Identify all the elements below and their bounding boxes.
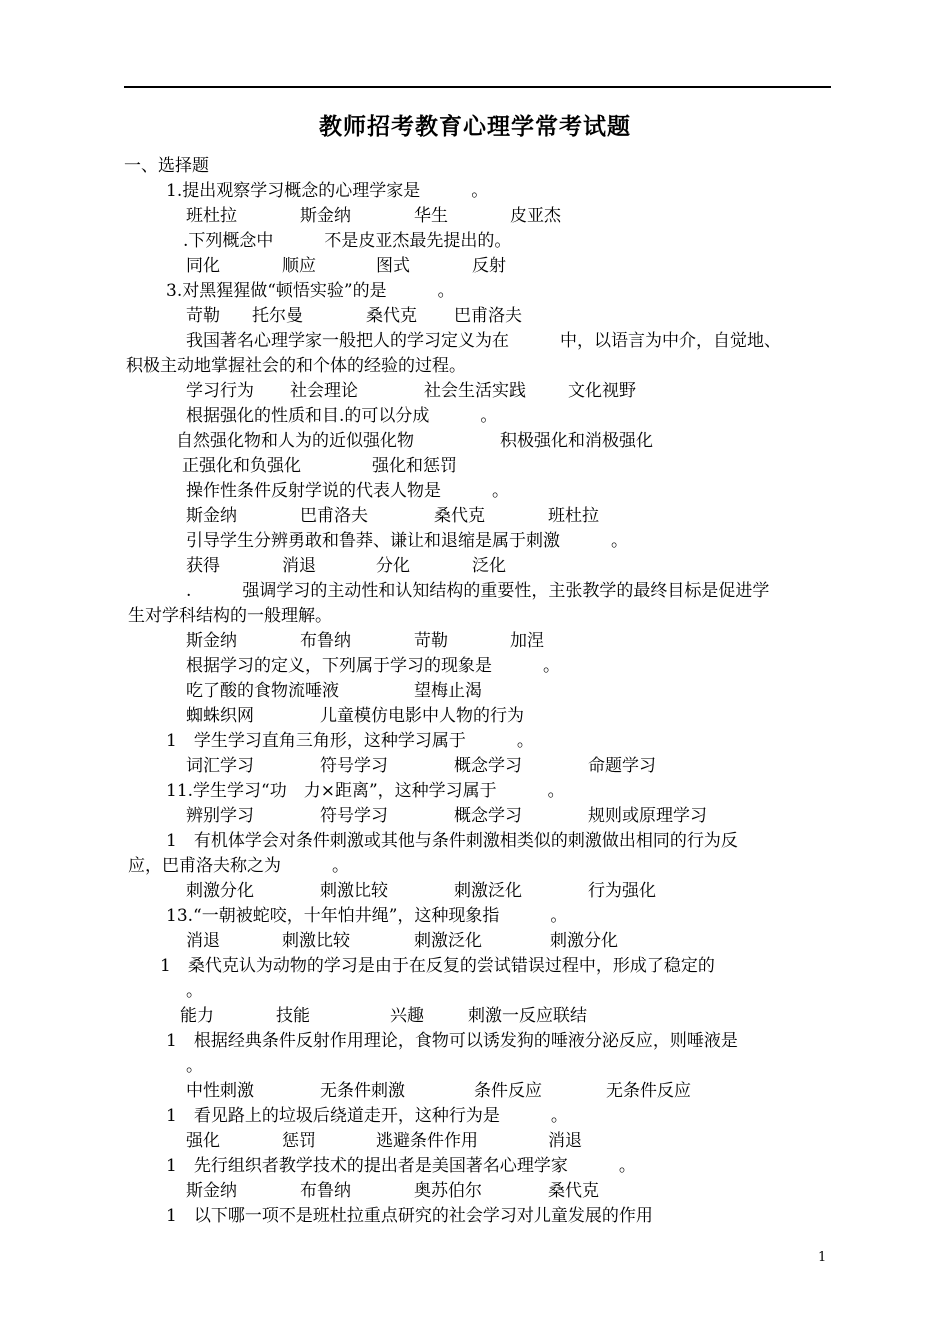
answer-option: 分化 — [376, 556, 410, 576]
answer-option: 自然强化物和人为的近似强化物 — [176, 431, 414, 451]
answer-option: 社会理论 — [290, 381, 358, 401]
answer-option: 蜘蛛织网 — [186, 706, 254, 726]
answer-option: 学习行为 — [186, 381, 254, 401]
answer-option: 望梅止渴 — [414, 681, 482, 701]
question-text: 生对学科结构的一般理解。 — [128, 606, 332, 626]
question-text: 根据学习的定义，下列属于学习的现象是 。 — [186, 656, 560, 676]
answer-option: 文化视野 — [568, 381, 636, 401]
answer-option: 强化 — [186, 1131, 220, 1151]
question-text: 1 根据经典条件反射作用理论，食物可以诱发狗的唾液分泌反应，则唾液是 — [166, 1031, 738, 1051]
question-text: . 强调学习的主动性和认知结构的重要性，主张教学的最终目标是促进学 — [186, 581, 770, 601]
question-text: 1.提出观察学习概念的心理学家是 。 — [166, 181, 489, 201]
header-rule — [124, 86, 831, 88]
answer-option: 获得 — [186, 556, 220, 576]
answer-option: 斯金纳 — [186, 506, 237, 526]
answer-option: 能力 — [180, 1006, 214, 1026]
question-text: 根据强化的性质和目.的可以分成 。 — [186, 406, 498, 426]
answer-option: 反射 — [472, 256, 506, 276]
answer-option: 技能 — [276, 1006, 310, 1026]
answer-option: 奥苏伯尔 — [414, 1181, 482, 1201]
answer-option: 刺激分化 — [550, 931, 618, 951]
question-text: 1 以下哪一项不是班杜拉重点研究的社会学习对儿童发展的作用 — [166, 1206, 653, 1226]
answer-option: 刺激比较 — [282, 931, 350, 951]
answer-option: 布鲁纳 — [300, 631, 351, 651]
answer-option: 苛勒 — [186, 306, 220, 326]
question-text: 1 看见路上的垃圾后绕道走开，这种行为是 。 — [166, 1106, 568, 1126]
answer-option: 巴甫洛夫 — [300, 506, 368, 526]
answer-option: 刺激比较 — [320, 881, 388, 901]
question-text: 我国著名心理学家一般把人的学习定义为在 中，以语言为中介，自觉地、 — [186, 331, 781, 351]
question-text: 操作性条件反射学说的代表人物是 。 — [186, 481, 509, 501]
answer-option: 社会生活实践 — [424, 381, 526, 401]
answer-option: 班杜拉 — [186, 206, 237, 226]
header-rule-end — [829, 86, 831, 88]
answer-option: 符号学习 — [320, 756, 388, 776]
question-text: 。 — [186, 981, 203, 1001]
answer-option: 逃避条件作用 — [376, 1131, 478, 1151]
question-text: 13.“一朝被蛇咬，十年怕井绳”，这种现象指 。 — [166, 906, 568, 926]
question-text: 1 桑代克认为动物的学习是由于在反复的尝试错误过程中，形成了稳定的 — [160, 956, 715, 976]
answer-option: 斯金纳 — [186, 631, 237, 651]
question-text: 1 学生学习直角三角形，这种学习属于 。 — [166, 731, 534, 751]
answer-option: 消退 — [282, 556, 316, 576]
question-text: .下列概念中 不是皮亚杰最先提出的。 — [183, 231, 512, 251]
answer-option: 吃了酸的食物流唾液 — [186, 681, 339, 701]
question-text: 1 有机体学会对条件刺激或其他与条件刺激相类似的刺激做出相同的行为反 — [166, 831, 738, 851]
answer-option: 积极强化和消极强化 — [500, 431, 653, 451]
question-text: 3.对黑猩猩做“顿悟实验”的是 。 — [166, 281, 455, 301]
answer-option: 布鲁纳 — [300, 1181, 351, 1201]
question-text: 积极主动地掌握社会的和个体的经验的过程。 — [126, 356, 466, 376]
answer-option: 命题学习 — [588, 756, 656, 776]
question-text: 一、选择题 — [124, 156, 209, 176]
question-text: 应，巴甫洛夫称之为 。 — [128, 856, 349, 876]
answer-option: 正强化和负强化 — [182, 456, 301, 476]
question-text: 。 — [186, 1056, 203, 1076]
answer-option: 符号学习 — [320, 806, 388, 826]
answer-option: 班杜拉 — [548, 506, 599, 526]
answer-option: 规则或原理学习 — [588, 806, 707, 826]
answer-option: 桑代克 — [434, 506, 485, 526]
answer-option: 桑代克 — [366, 306, 417, 326]
answer-option: 顺应 — [282, 256, 316, 276]
answer-option: 刺激一反应联结 — [468, 1006, 587, 1026]
question-text: 11.学生学习“功 力×距离”，这种学习属于 。 — [166, 781, 565, 801]
answer-option: 泛化 — [472, 556, 506, 576]
question-text: 1 先行组织者教学技术的提出者是美国著名心理学家 。 — [166, 1156, 636, 1176]
answer-option: 刺激泛化 — [414, 931, 482, 951]
answer-option: 巴甫洛夫 — [454, 306, 522, 326]
answer-option: 刺激分化 — [186, 881, 254, 901]
answer-option: 兴趣 — [390, 1006, 424, 1026]
page-number: 1 — [818, 1250, 827, 1265]
answer-option: 桑代克 — [548, 1181, 599, 1201]
document-title: 教师招考教育心理学常考试题 — [319, 114, 631, 140]
answer-option: 加涅 — [510, 631, 544, 651]
answer-option: 斯金纳 — [300, 206, 351, 226]
answer-option: 华生 — [414, 206, 448, 226]
answer-option: 强化和惩罚 — [372, 456, 457, 476]
answer-option: 苛勒 — [414, 631, 448, 651]
answer-option: 无条件刺激 — [320, 1081, 405, 1101]
answer-option: 惩罚 — [282, 1131, 316, 1151]
answer-option: 同化 — [186, 256, 220, 276]
answer-option: 无条件反应 — [606, 1081, 691, 1101]
answer-option: 中性刺激 — [186, 1081, 254, 1101]
answer-option: 概念学习 — [454, 806, 522, 826]
answer-option: 条件反应 — [474, 1081, 542, 1101]
answer-option: 词汇学习 — [186, 756, 254, 776]
answer-option: 概念学习 — [454, 756, 522, 776]
answer-option: 行为强化 — [588, 881, 656, 901]
answer-option: 刺激泛化 — [454, 881, 522, 901]
answer-option: 消退 — [186, 931, 220, 951]
answer-option: 图式 — [376, 256, 410, 276]
answer-option: 托尔曼 — [252, 306, 303, 326]
answer-option: 消退 — [548, 1131, 582, 1151]
answer-option: 辨别学习 — [186, 806, 254, 826]
answer-option: 斯金纳 — [186, 1181, 237, 1201]
answer-option: 皮亚杰 — [510, 206, 561, 226]
answer-option: 儿童模仿电影中人物的行为 — [320, 706, 524, 726]
question-text: 引导学生分辨勇敢和鲁莽、谦让和退缩是属于刺激 。 — [186, 531, 628, 551]
